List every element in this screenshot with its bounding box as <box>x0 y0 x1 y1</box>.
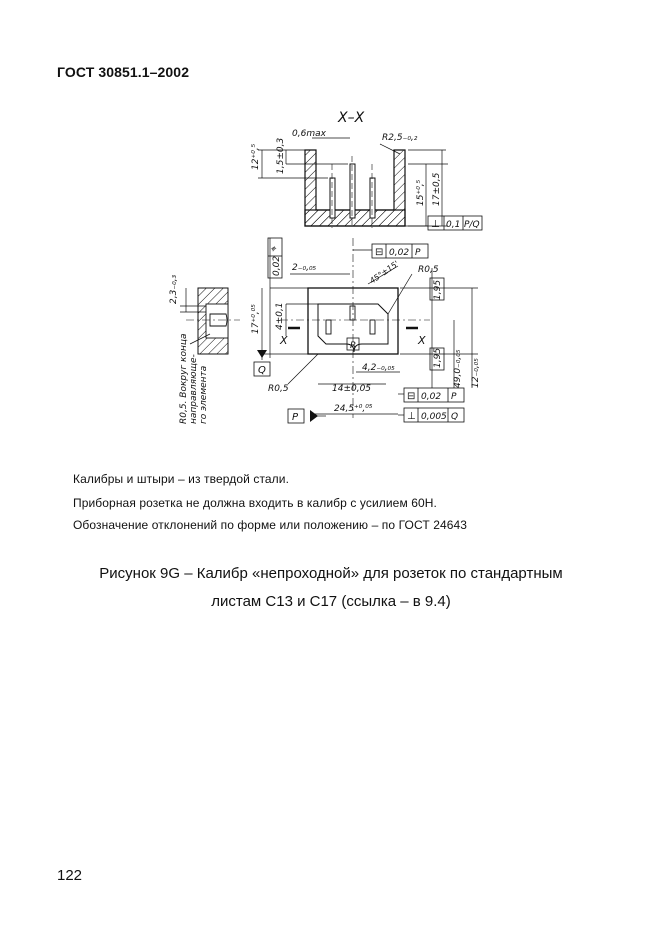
dim-2-3: 2,3₋₀,₃ <box>169 274 179 304</box>
dim-1-95b: 1,95 <box>433 347 443 368</box>
dim-r0-5-top: R0,5 <box>418 265 439 275</box>
dim-49: 49,0₋₀,₀₅ <box>453 349 463 388</box>
dim-2: 2₋₀,₀₅ <box>292 263 317 273</box>
dim-r0-5-bottom: R0,5 <box>268 384 289 394</box>
dim-1-95a: 1,95 <box>433 279 443 300</box>
dim-45deg: 45°±15' <box>367 259 401 286</box>
note-standard: Обозначение отклонений по форме или положению – по ГОСТ 24643 <box>73 518 468 532</box>
svg-text:⊥: ⊥ <box>431 219 440 230</box>
document-header: ГОСТ 30851.1–2002 <box>57 64 190 80</box>
svg-text:Q: Q <box>258 365 266 376</box>
note-force: Приборная розетка не должна входить в калибр с усилием 60Н. <box>73 496 437 510</box>
detail-view <box>180 288 240 354</box>
dim-24-5: 24,5⁺⁰,⁰⁵ <box>334 404 373 414</box>
datum-p <box>288 409 326 423</box>
svg-text:⊟: ⊟ <box>375 247 384 258</box>
svg-text:⊟: ⊟ <box>407 391 416 402</box>
dim-12: 12⁺⁰,⁵ <box>251 143 261 170</box>
dim-14: 14±0,05 <box>332 384 372 394</box>
section-view <box>305 150 405 228</box>
svg-text:P: P <box>451 392 457 402</box>
svg-text:0,1: 0,1 <box>446 220 461 230</box>
dim-17: 17±0,5 <box>432 172 442 206</box>
svg-text:0,02: 0,02 <box>272 255 282 276</box>
svg-text:⊥: ⊥ <box>407 411 416 422</box>
svg-text:R0,5. Вокруг конца: R0,5. Вокруг конца <box>179 333 189 424</box>
figure-caption-line2: листам C13 и C17 (ссылка – в 9.4) <box>211 593 451 610</box>
section-title: X–X <box>338 110 365 126</box>
note-material: Калибры и штыри – из твердой стали. <box>73 472 290 486</box>
tolerance-frame-perp-top <box>405 216 482 230</box>
dim-r2-5: R2,5₋₀,₂ <box>382 133 418 143</box>
section-mark-left: X <box>280 334 288 347</box>
svg-text:го элемента: го элемента <box>199 365 209 424</box>
svg-text:R: R <box>350 341 357 351</box>
svg-text:направляюще-: направляюще- <box>189 354 199 424</box>
technical-drawing <box>150 98 510 438</box>
tolerance-frame-perp-bottom <box>398 408 464 422</box>
dim-15: 15⁺⁰,⁵ <box>416 179 426 206</box>
dim-17-side: 17⁺⁰,⁰⁵ <box>251 304 261 334</box>
dim-0-6max: 0,6max <box>292 129 326 139</box>
dim-4-2: 4,2₋₀,₀₅ <box>362 363 395 373</box>
svg-text:⌖: ⌖ <box>270 244 276 255</box>
dim-4: 4±0,1 <box>275 302 285 330</box>
dim-12-r: 12₋₀,₀₅ <box>471 358 481 388</box>
dim-1-5: 1,5±0,3 <box>276 137 286 174</box>
svg-text:0,02: 0,02 <box>421 392 442 402</box>
svg-text:0,02: 0,02 <box>389 248 410 258</box>
tolerance-frame-flat-top <box>353 244 428 258</box>
figure-caption-line1: Рисунок 9G – Калибр «непроходной» для розеток по стандартным <box>99 565 563 582</box>
svg-text:P/Q: P/Q <box>464 220 480 230</box>
page-number: 122 <box>57 867 83 884</box>
svg-text:Q: Q <box>451 412 459 422</box>
svg-text:P: P <box>415 248 421 258</box>
svg-text:0,005: 0,005 <box>421 412 447 422</box>
svg-text:P: P <box>292 412 299 423</box>
section-mark-right: X <box>418 334 426 347</box>
tolerance-frame-flat-bottom <box>398 388 464 402</box>
